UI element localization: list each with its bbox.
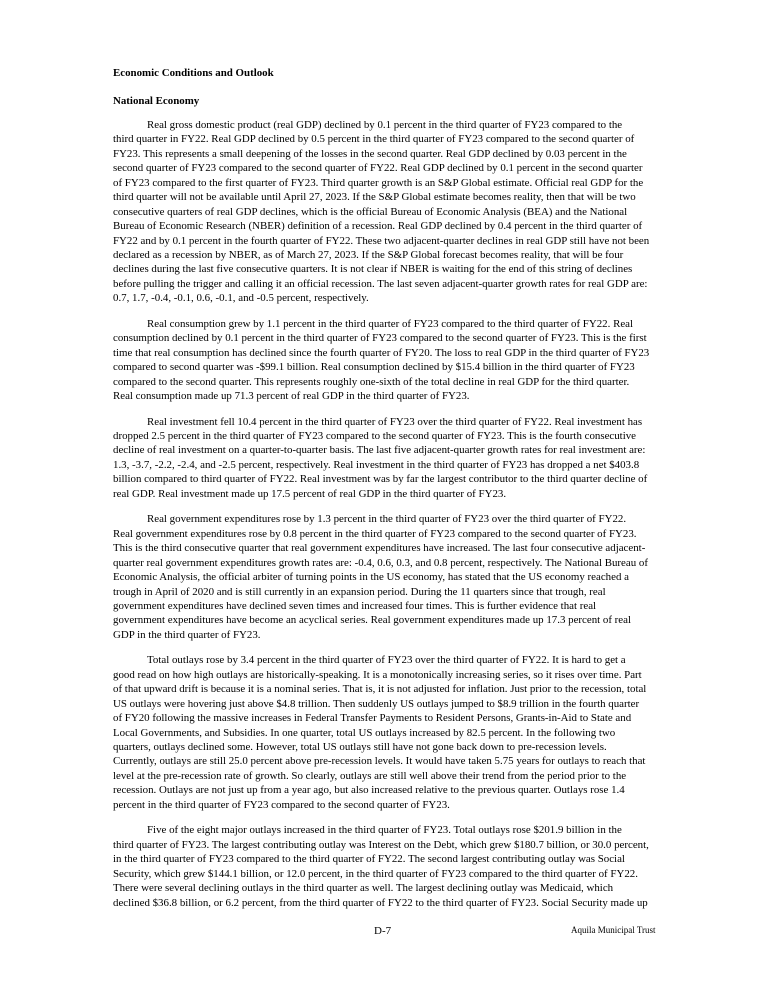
paragraph-government-expenditures [113,512,657,642]
paragraph-line: good read on how high outlays are historically-speaking. It is a monotonically increasing series, so it rises over time. Part [113,668,642,681]
paragraph-line: FY22 and by 0.1 percent in the fourth quarter of FY22. These two adjacent-quarter declines in real GDP still have not been [113,234,650,247]
paragraph-line: third quarter of FY23. The largest contributing outlay was Interest on the Debt, which grew $180.7 billion, or 30.0 percent, [113,838,649,851]
paragraph-line: compared to second quarter was -$99.1 billion. Real consumption declined by $15.4 billion in the third quarter of FY23 [113,361,635,374]
paragraph-line: Real investment fell 10.4 percent in the third quarter of FY23 over the third quarter of FY22. Real investment has [147,415,643,428]
paragraph-line: second quarter of FY23 compared to the second quarter of FY22. Real GDP declined by 0.1 percent in the second quarter [113,162,643,175]
paragraph-line: of FY20 following the massive increases in Federal Transfer Payments to Resident Persons, Grants-in-Aid to State and [113,712,632,725]
footer-organization: Aquila Municipal Trust [571,925,656,935]
paragraph-line: of that upward drift is because it is a nominal series. That is, it is not adjusted for inflation. Just prior to the recession, total [113,683,647,696]
paragraph-line: of FY23 compared to the first quarter of FY23. Third quarter growth is an S&P Global estimate. Official real GDP for the [113,176,644,189]
subsection-heading: National Economy [113,95,200,108]
paragraph-line: Total outlays rose by 3.4 percent in the third quarter of FY23 over the third quarter of FY22. It is hard to get a [147,654,626,667]
paragraph-line: trough in April of 2020 and is still currently in an expansion period. During the 11 quarters since that trough, real [113,585,606,598]
document-body [113,66,657,921]
paragraph-line: This is the third consecutive quarter that real government expenditures have increased. The last four consecutive adjacent- [113,542,646,555]
paragraph-line: Currently, outlays are still 25.0 percent above pre-recession levels. It would have taken 5.75 years for outlays to reach that [113,755,646,768]
paragraph-line: There were several declining outlays in the third quarter as well. The largest declining outlay was Medicaid, which [113,882,614,895]
paragraph-line: government expenditures have become an acyclical series. Real government expenditures made up 17.3 percent of real [113,614,632,627]
paragraph-line: level at the pre-recession rate of growth. So clearly, outlays are still well above their trend from the period prior to the [113,769,627,782]
paragraph-line: dropped 2.5 percent in the third quarter of FY23 compared to the second quarter of FY23. This is the fourth consecutive [113,429,637,442]
paragraph-line: Five of the eight major outlays increased in the third quarter of FY23. Total outlays rose $201.9 billion in the [147,824,622,837]
paragraph-line: US outlays were hovering just above $4.8 trillion. Then suddenly US outlays jumped to $8.9 trillion in the fourth quarter [113,697,640,710]
paragraph-line: Bureau of Economic Research (NBER) definition of a recession. Real GDP declined by 0.4 percent in the third quarter of [113,220,643,233]
paragraph-line: Real gross domestic product (real GDP) declined by 0.1 percent in the third quarter of FY23 compared to the [147,118,623,131]
paragraph-line: billion compared to third quarter of FY22. Real investment was by far the largest contributor to the third quarter decline of [113,473,648,486]
paragraph-line: compared to the second quarter. This represents roughly one-sixth of the total decline in real GDP for the third quarter. [113,375,630,388]
paragraph-line: Local Governments, and Subsidies. In one quarter, total US outlays increased by 82.5 percent. In the following two [113,726,616,739]
paragraph-line: declined $36.8 billion, or 6.2 percent, from the third quarter of FY22 to the third quarter of FY23. Social Security made up [113,896,648,909]
paragraph-line: consecutive quarters of real GDP declines, which is the official Bureau of Economic Analysis (BEA) and the National [113,205,628,218]
paragraph-line: quarters, outlays declined some. However, total US outlays still have not gone back down to pre-recession levels. [113,741,607,754]
paragraph-line: 1.3, -3.7, -2.2, -2.4, and -2.5 percent, respectively. Real investment in the third quarter of FY23 has dropped a net $403.8 [113,458,640,471]
paragraph-line: 0.7, 1.7, -0.4, -0.1, 0.6, -0.1, and -0.5 percent, respectively. [113,292,369,305]
paragraph-real-gdp [113,118,657,306]
paragraph-line: declines during the last five consecutive quarters. It is not clear if NBER is waiting for the end of this string of declines [113,263,633,276]
paragraph-line: Economic Analysis, the official arbiter of turning points in the US economy, has stated that the US economy reached a [113,571,629,584]
paragraph-line: consumption declined by 0.1 percent in the third quarter of FY23 compared to the second quarter of FY23. This is the first [113,332,647,345]
paragraph-major-outlays [113,823,657,910]
paragraph-real-investment [113,415,657,502]
paragraph-line: quarter real government expenditures growth rates are: -0.4, 0.6, 0.3, and 0.8 percent, respectively. The National Bureau of [113,556,648,569]
section-heading: Economic Conditions and Outlook [113,67,274,79]
paragraph-line: recession. Outlays are not just up from a year ago, but also increased relative to the previous quarter. Outlays rose 1.4 [113,784,625,797]
paragraph-line: time that real consumption has declined since the fourth quarter of FY20. The loss to real GDP in the third quarter of FY23 [113,346,650,359]
paragraph-line: real GDP. Real investment made up 17.5 percent of real GDP in the third quarter of FY23. [113,487,507,500]
paragraph-total-outlays [113,653,657,812]
paragraph-line: FY23. This represents a small deepening of the losses in the second quarter. Real GDP declined by 0.03 percent in the [113,147,627,160]
page-number: D-7 [374,925,392,937]
paragraph-line: Real consumption made up 71.3 percent of real GDP in the third quarter of FY23. [113,390,470,403]
paragraph-line: decline of real investment on a quarter-to-quarter basis. The last five adjacent-quarter growth rates for real investment are: [113,444,646,457]
paragraph-line: third quarter will not be available until April 27, 2023. If the S&P Global estimate becomes reality, then that will be two [113,191,636,204]
paragraph-line: Security, which grew $144.1 billion, or 12.0 percent, in the third quarter of FY23 compared to the third quarter of FY22. [113,867,638,880]
paragraph-line: percent in the third quarter of FY23 compared to the second quarter of FY23. [113,798,450,811]
paragraph-line: before pulling the trigger and calling it an official recession. The last seven adjacent-quarter growth rates for real GDP are: [113,277,648,290]
paragraph-line: Real government expenditures rose by 0.8 percent in the third quarter of FY23 compared to the second quarter of FY23. [113,527,637,540]
paragraph-line: GDP in the third quarter of FY23. [113,628,261,641]
paragraph-real-consumption [113,317,657,404]
paragraph-line: Real consumption grew by 1.1 percent in the third quarter of FY23 compared to the third quarter of FY22. Real [147,317,634,330]
paragraph-line: third quarter in FY22. Real GDP declined by 0.5 percent in the third quarter of FY23 compared to the second quarter of [113,133,635,146]
paragraph-line: Real government expenditures rose by 1.3 percent in the third quarter of FY23 over the third quarter of FY22. [147,513,627,526]
paragraph-line: declared as a recession by NBER, as of March 27, 2023. If the S&P Global forecast becomes reality, that will be four [113,248,624,261]
paragraph-line: in the third quarter of FY23 compared to the third quarter of FY22. The second largest contributing outlay was Social [113,853,625,866]
paragraph-line: government expenditures have declined seven times and increased four times. This is further evidence that real [113,599,597,612]
